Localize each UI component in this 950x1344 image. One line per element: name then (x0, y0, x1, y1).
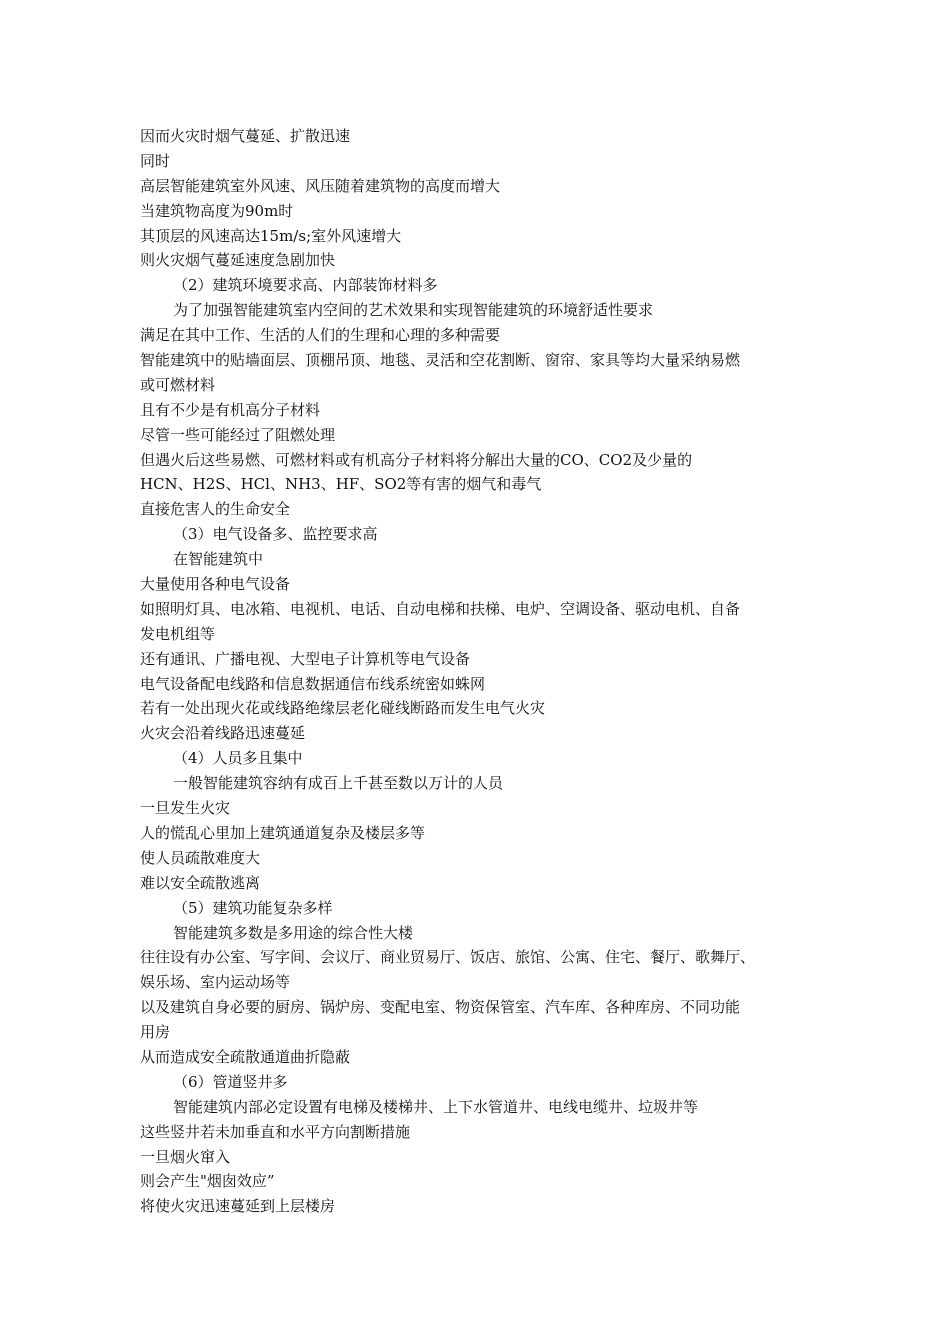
paragraph-line: 其顶层的风速高达15m/s;室外风速增大 (140, 226, 402, 245)
paragraph-line: 还有通讯、广播电视、大型电子计算机等电气设备 (140, 649, 471, 668)
paragraph-line: 火灾会沿着线路迅速蔓延 (140, 724, 306, 743)
paragraph-line-indented: 智能建筑内部必定设置有电梯及楼梯井、上下水管道井、电线电缆井、垃圾井等 (173, 1097, 699, 1116)
paragraph-line-indented: 一般智能建筑容纳有成百上千甚至数以万计的人员 (173, 774, 504, 793)
paragraph-line: 高层智能建筑室外风速、风压随着建筑物的高度而增大 (140, 176, 501, 195)
paragraph-line: 用房 (140, 1023, 171, 1042)
paragraph-line: 因而火灾时烟气蔓延、扩散迅速 (140, 127, 351, 145)
document-body (140, 124, 830, 1219)
paragraph-line: 直接危害人的生命安全 (140, 500, 291, 519)
paragraph-line: 发电机组等 (140, 624, 216, 643)
paragraph-line: 大量使用各种电气设备 (140, 575, 291, 594)
paragraph-line: 以及建筑自身必要的厨房、锅炉房、变配电室、物资保管室、汽车库、各种库房、不同功能 (140, 998, 741, 1017)
paragraph-line: 智能建筑中的贴墙面层、顶棚吊顶、地毯、灵活和空花割断、窗帘、家具等均大量采纳易燃 (140, 351, 741, 370)
paragraph-line: 若有一处出现火花或线路绝缘层老化碰线断路而发生电气火灾 (140, 699, 546, 718)
paragraph-line-indented: 在智能建筑中 (173, 550, 264, 569)
paragraph-line: 但遇火后这些易燃、可燃材料或有机高分子材料将分解出大量的CO、CO2及少量的 (140, 450, 693, 469)
paragraph-line-indented: 为了加强智能建筑室内空间的艺术效果和实现智能建筑的环境舒适性要求 (173, 301, 654, 320)
paragraph-line: 满足在其中工作、生活的人们的生理和心理的多种需要 (140, 326, 501, 345)
paragraph-line-indented: （4）人员多且集中 (173, 749, 303, 768)
paragraph-line: 娱乐场、室内运动场等 (140, 973, 291, 992)
paragraph-line-indented: 智能建筑多数是多用途的综合性大楼 (173, 923, 414, 942)
paragraph-line-indented: （5）建筑功能复杂多样 (173, 898, 333, 917)
paragraph-line: HCN、H2S、HCl、NH3、HF、SO2等有害的烟气和毒气 (140, 475, 542, 494)
paragraph-line: 一旦烟火窜入 (140, 1147, 231, 1166)
paragraph-line: 当建筑物高度为90m时 (140, 201, 294, 220)
paragraph-line-indented: （6）管道竖井多 (173, 1072, 288, 1091)
paragraph-line: 同时 (140, 151, 171, 170)
paragraph-line: 如照明灯具、电冰箱、电视机、电话、自动电梯和扶梯、电炉、空调设备、驱动电机、自备 (140, 599, 741, 618)
paragraph-line-indented: （2）建筑环境要求高、内部装饰材料多 (173, 276, 438, 295)
paragraph-line: 往往设有办公室、写字间、会议厅、商业贸易厅、饭店、旅馆、公寓、住宅、餐厅、歌舞厅、 (140, 948, 756, 967)
paragraph-line: 将使火灾迅速蔓延到上层楼房 (140, 1197, 336, 1216)
paragraph-line: 电气设备配电线路和信息数据通信布线系统密如蛛网 (140, 674, 486, 693)
paragraph-line: 一旦发生火灾 (140, 799, 231, 818)
paragraph-line-indented: （3）电气设备多、监控要求高 (173, 525, 378, 544)
paragraph-line: 尽管一些可能经过了阻燃处理 (140, 425, 336, 444)
paragraph-line: 或可燃材料 (140, 375, 216, 394)
paragraph-line: 这些竖井若未加垂直和水平方向割断措施 (140, 1122, 411, 1141)
paragraph-line: 人的慌乱心里加上建筑通道复杂及楼层多等 (140, 823, 426, 842)
paragraph-line: 使人员疏散难度大 (140, 848, 261, 867)
paragraph-line: 且有不少是有机高分子材料 (140, 400, 321, 419)
paragraph-line: 则火灾烟气蔓延速度急剧加快 (140, 251, 336, 270)
paragraph-line: 从而造成安全疏散通道曲折隐蔽 (140, 1047, 351, 1066)
paragraph-line: 则会产生"烟囱效应” (140, 1172, 275, 1191)
paragraph-line: 难以安全疏散逃离 (140, 873, 261, 892)
